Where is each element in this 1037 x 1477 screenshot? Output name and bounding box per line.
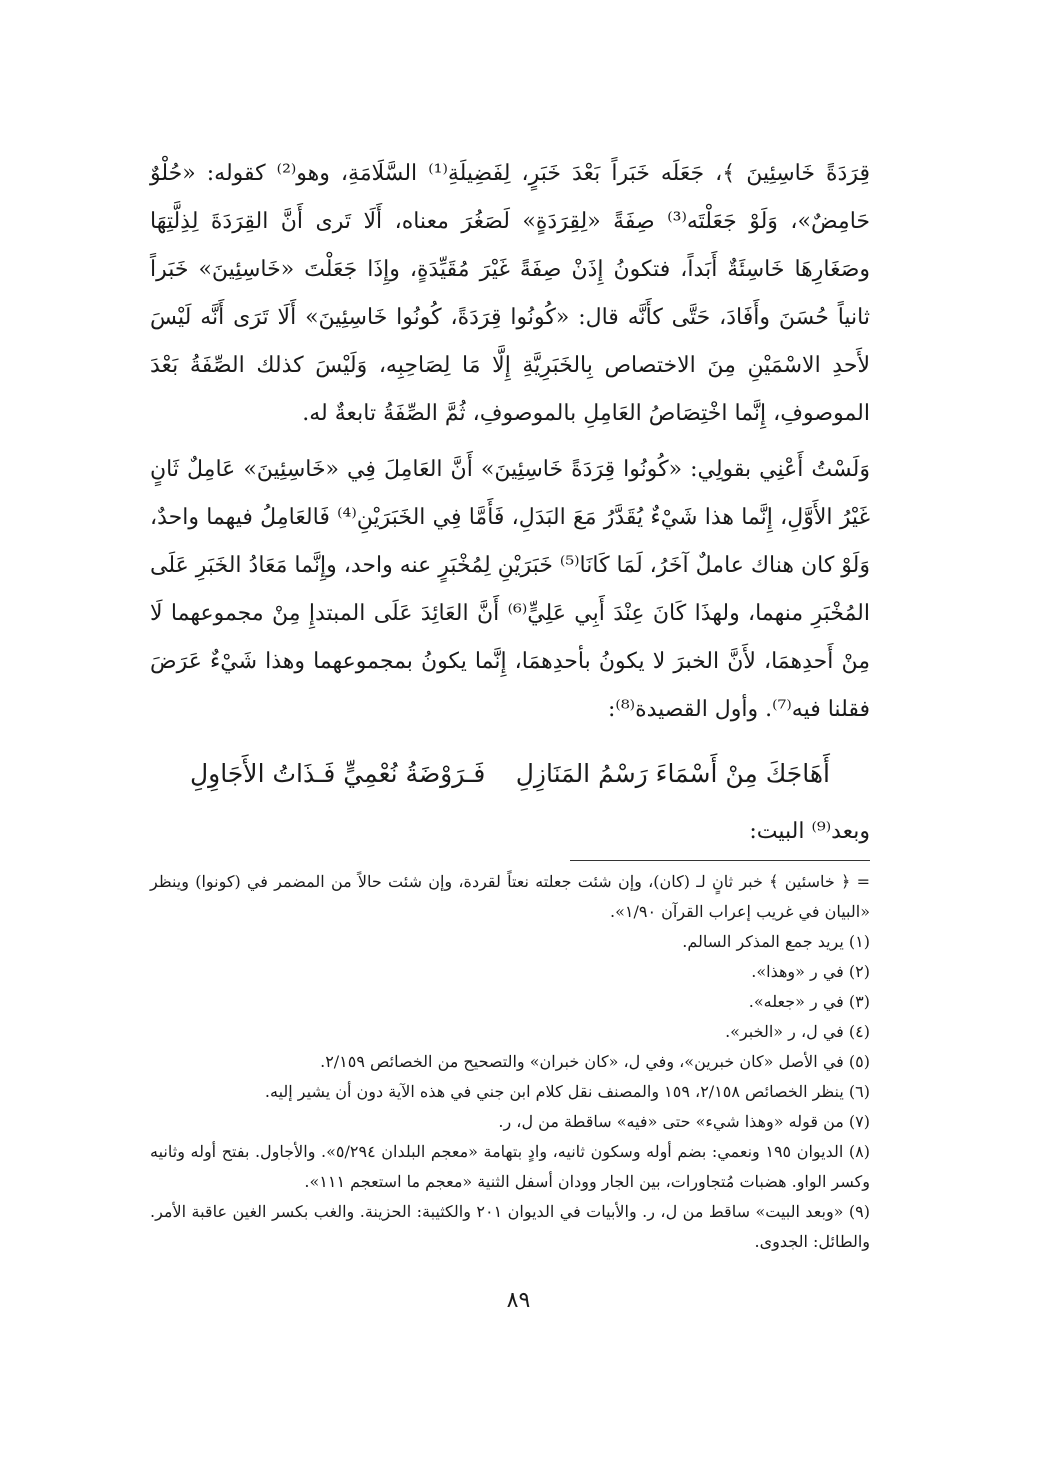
verse-first-hemistich: أَهَاجَكَ مِنْ أَسْمَاءَ رَسْمُ المَنَازِلِ [515, 759, 830, 788]
body-paragraph-2: وَلَسْتُ أَعْنِي بقولِي: «كُونُوا قِرَدَةً خَاسِئِينَ» أَنَّ العَامِلَ فِي «خَاسِئِينَ» عَامِلٌ ثَانٍ غَيْرُ الأَوَّلِ، إِنَّما هذا شَيْءٌ يُقَدَّرُ مَعَ البَدَلِ، فَأَمَّا فِي الخَبَرَيْنِ⁽⁴⁾ فَالعَامِلُ فيهما واحدٌ، وَلَوْ كان هناك عاملٌ آخَرُ، لَمَا كَانَا⁽⁵⁾ خَبَرَيْنِ لِمُخْبَرٍ عنه واحد، وإِنَّما مَعَادُ الخَبَرِ عَلَى المُخْبَرِ منهما، ولهذَا كَانَ عِنْدَ أَبِي عَلِيٍّ⁽⁶⁾ أَنَّ العَائِدَ عَلَى المبتدإِ مِنْ مجموعهما لَا مِنْ أَحدِهمَا، لأَنَّ الخبرَ لا يكونُ بأحدِهمَا، إِنَّما يكونُ بمجموعهما وهذا شَيْءٌ عَرَضَ فقلنا فيه⁽⁷⁾. وأول القصيدة⁽⁸⁾: [150, 457, 871, 722]
footnotes [150, 867, 870, 1257]
footnote-3: (٣) في ر «جعله». [748, 992, 870, 1011]
footnote-5: (٥) في الأصل «كان خبرين»، وفي ل، «كان خبران» والتصحيح من الخصائص ٢/١٥٩. [320, 1052, 870, 1071]
page-number: ٨٩ [506, 1288, 531, 1313]
footnote-6: (٦) ينظر الخصائص ٢/١٥٨، ١٥٩ والمصنف نقل كلام ابن جني في هذه الآية دون أن يشير إليه. [264, 1082, 870, 1101]
footnote-divider [570, 860, 870, 861]
footnote-2: (٢) في ر «وهذا». [751, 962, 870, 981]
document-page [150, 150, 870, 1257]
footnote-9: (٩) «وبعد البيت» ساقط من ل، ر. والأبيات في الديوان ٢٠١ والكثيبة: الحزينة. والغب بكسر الغين عاقبة الأمر. والطائل: الجدوى. [150, 1202, 871, 1251]
body-paragraph-1: قِرَدَةً خَاسِئِينَ ﴾، جَعَلَه خَبَراً بَعْدَ خَبَرٍ، لِفَضِيلَةِ⁽¹⁾ السَّلَامَةِ، وهو⁽²⁾ كقوله: «حُلْوٌ حَامِضٌ»، وَلَوْ جَعَلْتَه⁽³⁾ صِفَةً «لِقِرَدَةٍ» لَصَغُرَ معناه، أَلَا تَرى أَنَّ القِرَدَةَ لِذِلَّتِهَا وصَغَارِهَا خَاسِئَةٌ أَبَداً، فتكونُ إِذَنْ صِفَةً غَيْرَ مُقَيِّدَةٍ، وإِذَا جَعَلْتَ «خَاسِئِينَ» خَبَراً ثانياً حُسَنَ وأَفَادَ، حَتَّى كأَنَّه قال: «كُونُوا قِرَدَةً، كُونُوا خَاسِئِينَ» أَلَا تَرَى أَنَّه لَيْسَ لأَحدِ الاسْمَيْنِ مِنَ الاختصاص بِالخَبَرِيَّةِ إِلَّا مَا لِصَاحِبِه، وَلَيْسَ كذلك الصِّفَةُ بَعْدَ الموصوفِ، إِنَّما اخْتِصَاصُ العَامِلِ بالموصوفِ، ثُمَّ الصِّفَةُ تابعةٌ له. [150, 161, 871, 426]
verse-lead-out: وبعد⁽⁹⁾ البيت: [749, 819, 870, 844]
footnote-4: (٤) في ل، ر «الخبر». [725, 1022, 870, 1041]
footnote-1: (١) يريد جمع المذكر السالم. [682, 932, 870, 951]
footnote-continued: = ﴿ خاسئين ﴾ خبر ثانٍ لـ (كان)، وإن شئت جعلته نعتاً لقردة، وإن شئت حالاً من المضمر في (كونوا) وينظر «البيان في غريب إعراب القرآن ١/٩٠». [150, 872, 870, 921]
footnote-8: (٨) الديوان ١٩٥ ونعمي: بضم أوله وسكون ثانيه، وادٍ بتهامة «معجم البلدان ٥/٢٩٤». والأجاول. بفتح أوله وثانيه وكسر الواو. هضبات مُتجاورات، بين الجار وودان أسفل الثنية «معجم ما استعجم ١١١». [150, 1142, 870, 1191]
footnote-7: (٧) من قوله «وهذا شيء» حتى «فيه» ساقطة من ل، ر. [498, 1112, 870, 1131]
verse-second-hemistich: فَـرَوْضَةُ نُعْمِيٍّ فَـذَاتُ الأَجَاوِلِ [190, 759, 486, 788]
poem-verse [190, 748, 830, 800]
